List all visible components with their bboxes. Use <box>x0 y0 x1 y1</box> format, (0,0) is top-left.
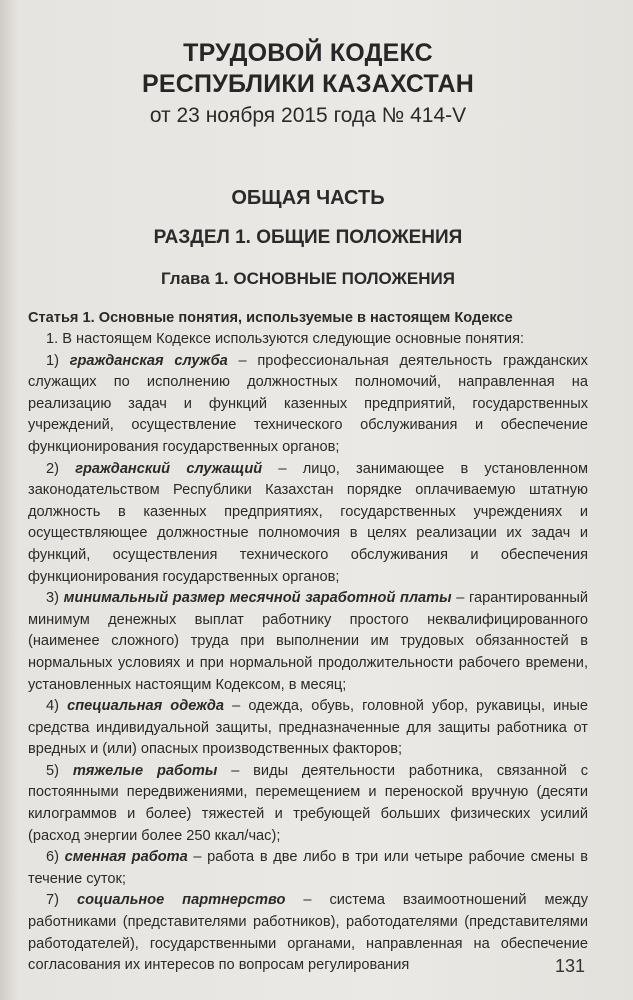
item-number: 2) <box>46 460 59 477</box>
definition-term: сменная работа <box>64 849 188 866</box>
definition-text: – лицо, занимающее в установленном законодательством Республики Казахстан порядке оплачиваемую штатную должность в казенных предприятиях, государственных учреждениях и осуществляющее должностные полномочия в целях реализации их задач и функций, осуществления технического обслуживания и обеспечения функционирования государственных органов; <box>28 460 588 585</box>
definition-item <box>28 696 588 761</box>
definition-item <box>28 588 588 696</box>
definition-item <box>28 351 588 459</box>
title-line-2: РЕСПУБЛИКИ КАЗАХСТАН <box>142 70 474 98</box>
definition-item <box>28 847 588 890</box>
page-number: 131 <box>554 956 585 976</box>
definition-item <box>28 761 588 847</box>
definition-list <box>28 351 588 977</box>
page-content <box>28 38 588 977</box>
article-heading: Статья 1. Основные понятия, используемые в настоящем Кодексе <box>28 310 513 326</box>
definition-text: – система взаимоотношений между работниками (представителями работников), работодателями (представителями работодателей), государственными органами, направленная на обеспечение согласования их интересов по вопросам регулирования <box>28 892 588 974</box>
definition-term: гражданская служба <box>69 352 228 369</box>
item-number: 5) <box>46 762 59 779</box>
article-intro: 1. В настоящем Кодексе используются следующие основные понятия: <box>46 331 525 347</box>
title-line-1: ТРУДОВОЙ КОДЕКС <box>183 39 433 67</box>
definition-term: специальная одежда <box>67 698 225 715</box>
definition-text: – одежда, обувь, головной убор, рукавицы, иные средства индивидуальной защиты, предназначенные для защиты работника от вредных и (или) опасных производственных факторов; <box>28 698 588 758</box>
item-number: 4) <box>46 698 59 715</box>
chapter-heading: Глава 1. ОСНОВНЫЕ ПОЛОЖЕНИЯ <box>161 269 455 288</box>
definition-term: гражданский служащий <box>75 460 263 477</box>
definition-item <box>28 459 588 589</box>
definition-text: – профессиональная деятельность гражданских служащих по исполнению должностных полномочий, направленная на реализацию задач и функций казенных предприятий, государственных учреждений, осуществление технического обслуживания и обеспечение функционирования государственных органов; <box>28 352 588 455</box>
definition-text: – гарантированный минимум денежных выплат работнику простого неквалифицированного (наименее сложного) труда при выполнении им трудовых обязанностей в нормальных условиях и при нормальной продолжительности рабочего времени, установленных настоящим Кодексом, в месяц; <box>28 590 588 693</box>
section-heading: РАЗДЕЛ 1. ОБЩИЕ ПОЛОЖЕНИЯ <box>153 227 463 248</box>
item-number: 3) <box>46 590 59 607</box>
definition-term: социальное партнерство <box>76 892 286 909</box>
item-number: 1) <box>46 352 59 369</box>
definition-term: тяжелые работы <box>72 762 218 779</box>
definition-text: – виды деятельности работника, связанной с постоянными передвижениями, перемещением и переноской вручную (десяти килограммов и более) тяжестей и требующей больших физических усилий (расход энергии более 250 ккал/час); <box>28 762 588 844</box>
item-number: 6) <box>46 849 59 866</box>
part-heading: ОБЩАЯ ЧАСТЬ <box>231 187 385 209</box>
definition-term: минимальный размер месячной заработной платы <box>63 590 452 607</box>
document-title <box>28 38 588 100</box>
definition-text: – работа в две либо в три или четыре рабочие смены в течение суток; <box>28 849 588 887</box>
document-subtitle: от 23 ноября 2015 года № 414-V <box>149 104 467 127</box>
item-number: 7) <box>46 892 59 909</box>
definition-item <box>28 890 588 976</box>
